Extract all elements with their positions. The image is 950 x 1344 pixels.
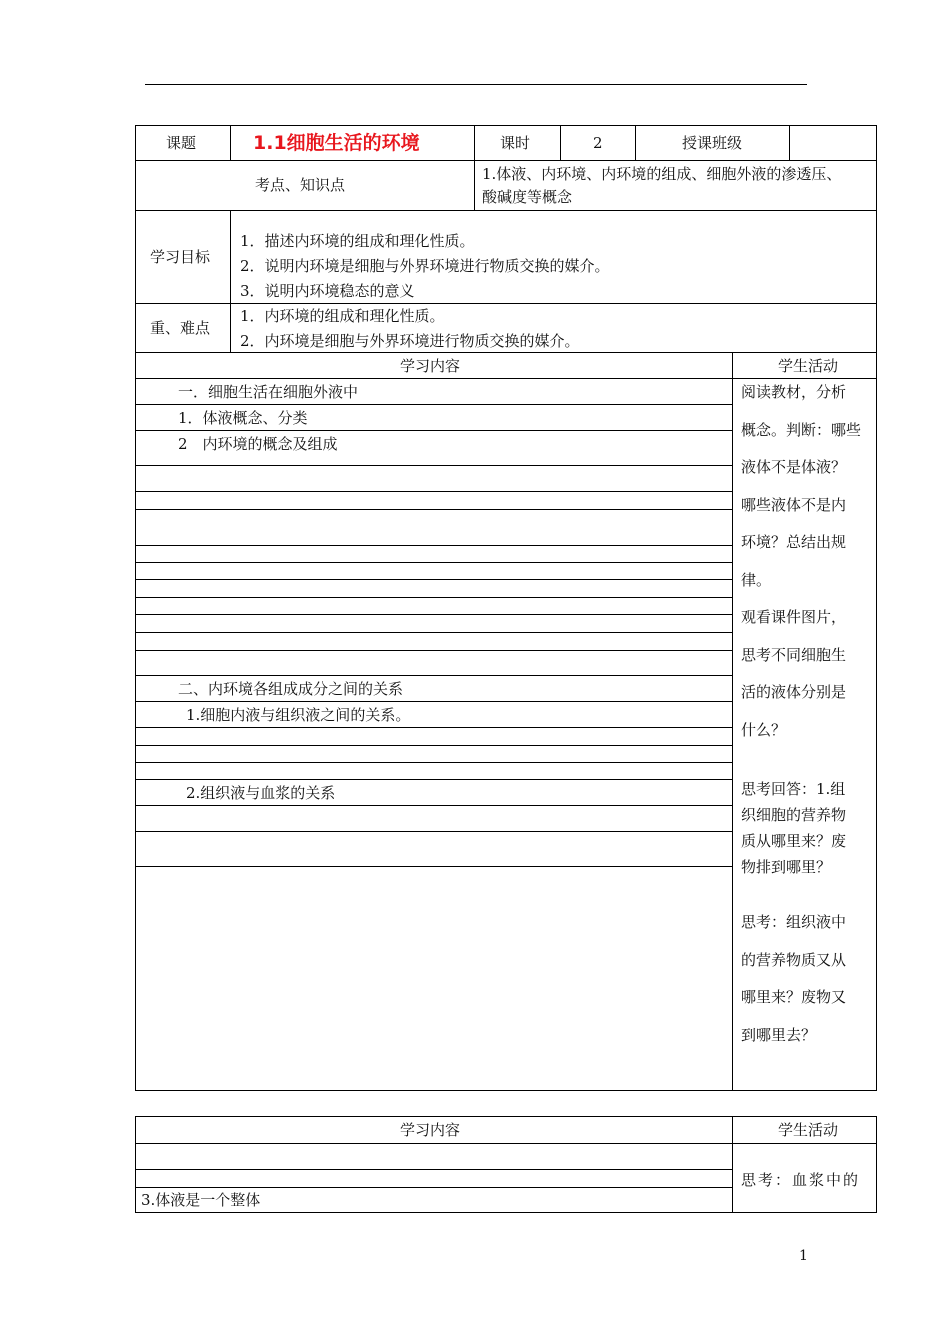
activity-line: 环境？总结出规 [741,533,847,551]
activity-line: 思考回答：1.组 [741,780,846,798]
key-points-line-1: 1.体液、内环境、内环境的组成、细胞外液的渗透压、 [482,165,842,183]
activity-line: 液体不是体液？ [741,458,847,476]
header-rule [145,84,807,85]
activity-line: 织细胞的营养物 [741,806,847,824]
key-points-label: 考点、知识点 [255,176,346,194]
objective-item: 2．说明内环境是细胞与外界环境进行物质交换的媒介。 [240,257,610,275]
activity-line: 的营养物质又从 [741,950,847,969]
activity-line: 活的液体分别是 [741,683,847,701]
activity-line: 概念。判断：哪些 [741,420,862,439]
section-1-heading: 一．细胞生活在细胞外液中 [178,383,359,401]
page-number: 1 [799,1248,808,1264]
class-label: 授课班级 [682,134,743,152]
objectives-label: 学习目标 [150,248,211,266]
section-2-item-1: 1.细胞内液与组织液之间的关系。 [186,706,411,724]
activity-line: 思考：组织液中 [741,913,847,931]
topic-label: 课题 [166,134,197,152]
activity-line: 质从哪里来？废 [741,832,847,850]
activity-line: 哪些液体不是内 [741,495,847,514]
difficulty-item: 1．内环境的组成和理化性质。 [240,307,445,325]
content-header: 学习内容 [400,357,461,375]
activity-block-3 [741,904,871,1054]
activity-line: 思考不同细胞生 [741,645,847,664]
objective-item: 3．说明内环境稳态的意义 [240,282,415,300]
activity-block-1 [741,374,871,749]
activity-line: 哪里来？废物又 [741,988,847,1006]
activity-line: 什么？ [741,720,787,739]
objective-item: 1．描述内环境的组成和理化性质。 [240,232,475,250]
activity-header: 学生活动 [778,357,839,375]
hours-value: 2 [593,134,603,152]
activity-line: 律。 [741,570,772,589]
section-2-heading: 二、内环境各组成成分之间的关系 [178,680,404,698]
activity-line: 阅读教材，分析 [741,383,847,401]
table2-line-1: 3.体液是一个整体 [141,1191,261,1209]
activity-line: 物排到哪里？ [741,858,832,876]
lesson-title: 1.1细胞生活的环境 [253,132,420,154]
activity-block-2 [741,776,871,880]
difficulty-item: 2．内环境是细胞与外界环境进行物质交换的媒介。 [240,332,580,350]
key-points-line-2: 酸碱度等概念 [482,188,573,206]
section-1-item-2: 2 内环境的概念及组成 [178,435,338,453]
table2-content-header: 学习内容 [400,1121,461,1139]
difficulties-label: 重、难点 [150,319,211,337]
table2-activity: 思考：血浆中的 [741,1171,861,1189]
section-2-item-2: 2.组织液与血浆的关系 [186,784,336,802]
section-1-item-1: 1．体液概念、分类 [178,409,308,427]
activity-line: 观看课件图片， [741,608,847,626]
table2-activity-header: 学生活动 [778,1121,839,1139]
activity-line: 到哪里去？ [741,1025,817,1044]
hours-label: 课时 [500,134,531,152]
